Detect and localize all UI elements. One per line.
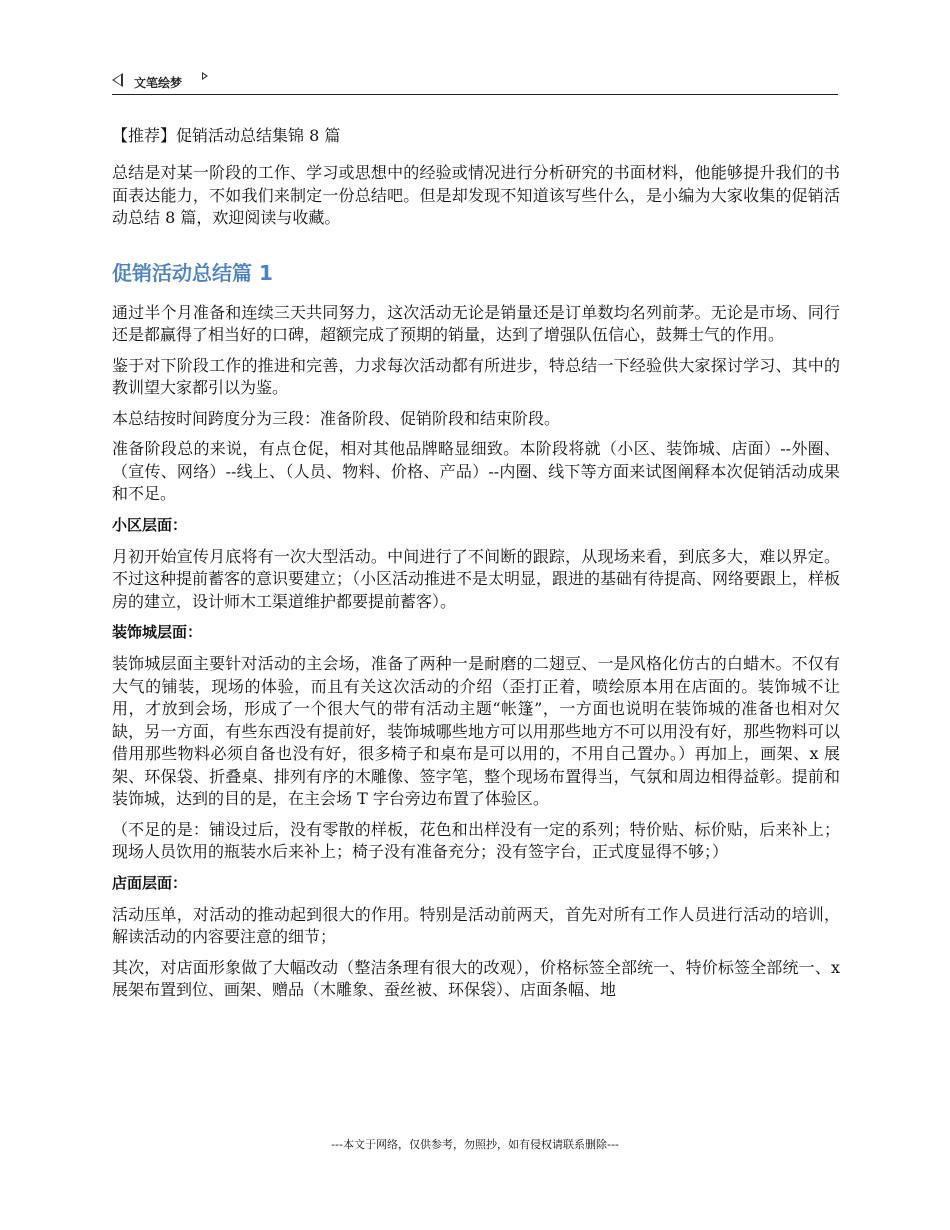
body-paragraph: 准备阶段总的来说，有点仓促，相对其他品牌略显细致。本阶段将就（小区、装饰城、店面）--外圈、（宣传、网络）--线上、（人员、物料、价格、产品）--内圈、线下等方面来试图阐释本次促销活动成果和不足。 xyxy=(112,439,840,503)
body-paragraph: 月初开始宣传月底将有一次大型活动。中间进行了不间断的跟踪，从现场来看，到底多大，难以界定。不过这种提前蓄客的意识要建立；（小区活动推进不是太明显，跟进的基础有待提高、网络要跟上，样板房的建立，设计师木工渠道维护都要提前蓄客）。 xyxy=(112,546,841,611)
intro-paragraph: 总结是对某一阶段的工作、学习或思想中的经验或情况进行分析研究的书面材料，他能够提升我们的书面表达能力，不如我们来制定一份总结吧。但是却发现不知道该写些什么，是小编为大家收集的促销活动总结 8 篇，欢迎阅读与收藏。 xyxy=(112,163,840,227)
triangle-right-icon xyxy=(202,72,208,80)
body-paragraph: 本总结按时间跨度分为三段：准备阶段、促销阶段和结束阶段。 xyxy=(112,408,561,428)
subsection-heading-store: 店面层面： xyxy=(112,873,188,892)
body-paragraph: 鉴于对下阶段工作的推进和完善，力求每次活动都有所进步，特总结一下经验供大家探讨学习、其中的教训望大家都引以为鉴。 xyxy=(112,355,840,397)
section-heading: 促销活动总结篇 1 xyxy=(112,260,273,285)
body-paragraph: 活动压单，对活动的推动起到很大的作用。特别是活动前两天，首先对所有工作人员进行活动的培训，解读活动的内容要注意的细节； xyxy=(112,904,840,946)
document-body xyxy=(112,124,840,1010)
triangle-left-icon xyxy=(112,73,123,87)
body-paragraph: （不足的是：铺设过后，没有零散的样板，花色和出样没有一定的系列；特价贴、标价贴，后来补上；现场人员饮用的瓶装水后来补上；椅子没有准备充分；没有签字台，正式度显得不够；） xyxy=(112,819,840,861)
subsection-heading-decoration-city: 装饰城层面： xyxy=(112,623,203,641)
subsection-heading-community: 小区层面： xyxy=(112,515,188,534)
body-paragraph: 装饰城层面主要针对活动的主会场，准备了两种一是耐磨的二翅豆、一是风格化仿古的白蜡木。不仅有大气的铺装，现场的体验，而且有关这次活动的介绍（歪打正着，喷绘原本用在店面的。装饰城不让用，才放到会场，形成了一个很大气的带有活动主题“帐篷”，一方面也说明在装饰城的准备也相对欠缺，另一方面，有些东西没有提前好，装饰城哪些地方可以用那些地方不可以用没有好，那些物料可以借用那些物料必须自备也没有好，很多椅子和桌布是可以用的，不用自己置办。）再加上，画架、x 展架、环保袋、折叠桌、排列有序的木雕像、签字笔，整个现场布置得当，气氛和周边相得益彰。提前和装饰城，达到的目的是，在主会场 T 字台旁边布置了体验区。 xyxy=(112,654,840,808)
footer-notice: ---本文于网络，仅供参考，勿照抄，如有侵权请联系删除--- xyxy=(331,1138,619,1151)
body-paragraph: 其次，对店面形象做了大幅改动（整洁条理有很大的改观），价格标签全部统一、特价标签全部统一、x 展架布置到位、画架、赠品（木雕象、蚕丝被、环保袋）、店面条幅、地 xyxy=(112,957,840,999)
document-title: 【推荐】促销活动总结集锦 8 篇 xyxy=(112,126,341,145)
body-paragraph: 通过半个月准备和连续三天共同努力，这次活动无论是销量还是订单数均名列前茅。无论是市场、同行还是都赢得了相当好的口碑，超额完成了预期的销量，达到了增强队伍信心，鼓舞士气的作用。 xyxy=(112,302,840,344)
header-title: 文笔绘梦 xyxy=(134,76,183,90)
page-header xyxy=(112,70,838,95)
